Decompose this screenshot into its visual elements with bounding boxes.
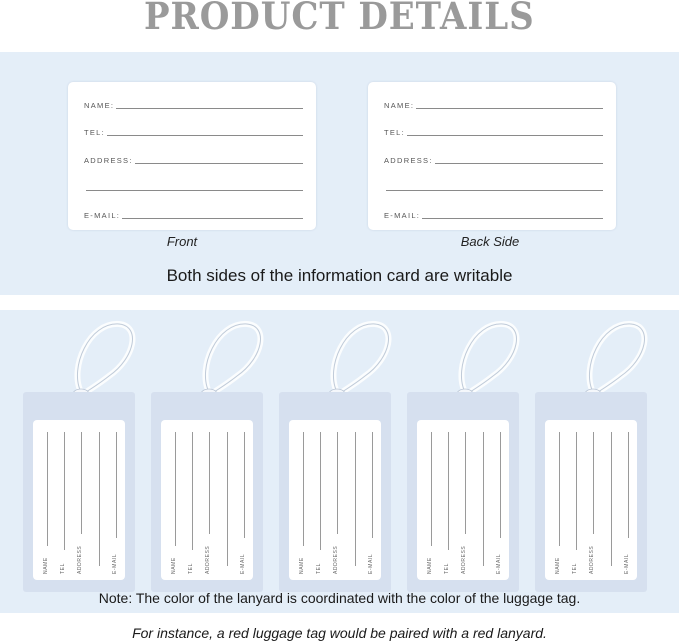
write-line xyxy=(337,432,338,534)
write-line xyxy=(435,163,603,164)
write-line xyxy=(422,218,603,219)
tag-field-label: E-MAIL xyxy=(368,553,374,574)
tag-field-label: TEL xyxy=(316,563,322,574)
field-label: NAME: xyxy=(84,101,115,110)
page-title-text: PRODUCT DETAILS xyxy=(144,0,535,38)
card-caption-back: Back Side xyxy=(460,234,520,249)
tag-field-label: E-MAIL xyxy=(624,553,630,574)
tag-field-label: ADDRESS xyxy=(461,545,467,574)
tag-field-label: NAME xyxy=(171,557,177,574)
write-line xyxy=(64,432,65,550)
tag-field-label: E-MAIL xyxy=(240,553,246,574)
write-line xyxy=(576,432,577,550)
write-line xyxy=(448,432,449,550)
luggage-tag xyxy=(535,392,647,592)
write-line xyxy=(431,432,432,546)
tag-insert-card xyxy=(161,420,253,580)
lanyard-loop-icon xyxy=(571,318,651,402)
tag-field-label: TEL xyxy=(444,563,450,574)
write-line xyxy=(244,432,245,538)
write-line xyxy=(559,432,560,546)
tag-field-label: ADDRESS xyxy=(589,545,595,574)
lanyard-loop-icon xyxy=(187,318,267,402)
card-field-email xyxy=(384,208,603,220)
field-label: E-MAIL: xyxy=(384,211,421,220)
write-line xyxy=(320,432,321,550)
write-line xyxy=(209,432,210,534)
card-caption-front: Front xyxy=(166,234,198,249)
card-field-tel xyxy=(384,125,603,137)
card-field-address xyxy=(84,153,303,165)
lanyard-color-example: For instance, a red luggage tag would be paired with a red lanyard. xyxy=(132,625,547,641)
write-line xyxy=(465,432,466,534)
field-label: E-MAIL: xyxy=(84,211,121,220)
card-field-address xyxy=(384,153,603,165)
luggage-tag xyxy=(23,392,135,592)
info-card-back xyxy=(368,82,616,230)
write-line xyxy=(372,432,373,538)
field-label: NAME: xyxy=(384,101,415,110)
write-line xyxy=(116,432,117,538)
tag-field-label: NAME xyxy=(555,557,561,574)
tag-insert-card xyxy=(33,420,125,580)
write-line xyxy=(175,432,176,546)
write-line xyxy=(483,432,484,566)
write-line xyxy=(611,432,612,566)
write-line xyxy=(135,163,303,164)
card-field-name xyxy=(384,98,603,110)
write-line xyxy=(416,108,603,109)
write-line xyxy=(407,135,603,136)
write-line xyxy=(303,432,304,546)
tag-field-label: ADDRESS xyxy=(77,545,83,574)
luggage-tag xyxy=(407,392,519,592)
tag-field-label: ADDRESS xyxy=(205,545,211,574)
write-line xyxy=(628,432,629,538)
write-line xyxy=(86,190,303,191)
write-line xyxy=(355,432,356,566)
lanyard-loop-icon xyxy=(315,318,395,402)
tag-field-label: TEL xyxy=(188,563,194,574)
field-label: TEL: xyxy=(384,128,406,137)
write-line xyxy=(227,432,228,566)
card-field-address-2 xyxy=(384,180,603,192)
tag-field-label: NAME xyxy=(427,557,433,574)
field-label: ADDRESS: xyxy=(384,156,433,165)
write-line xyxy=(107,135,303,136)
cards-writable-note: Both sides of the information card are writable xyxy=(166,266,513,285)
tag-insert-card xyxy=(545,420,637,580)
write-line xyxy=(386,190,603,191)
tag-field-label: NAME xyxy=(43,557,49,574)
luggage-tag xyxy=(279,392,391,592)
tag-field-label: E-MAIL xyxy=(496,553,502,574)
write-line xyxy=(47,432,48,546)
card-field-tel xyxy=(84,125,303,137)
write-line xyxy=(593,432,594,534)
write-line xyxy=(192,432,193,550)
tag-field-label: ADDRESS xyxy=(333,545,339,574)
tag-insert-card xyxy=(417,420,509,580)
card-field-name xyxy=(84,98,303,110)
tag-insert-card xyxy=(289,420,381,580)
field-label: ADDRESS: xyxy=(84,156,133,165)
write-line xyxy=(81,432,82,534)
lanyard-color-note: Note: The color of the lanyard is coordinated with the color of the luggage tag. xyxy=(98,590,581,606)
write-line xyxy=(116,108,303,109)
write-line xyxy=(500,432,501,538)
tag-field-label: TEL xyxy=(572,563,578,574)
tag-field-label: E-MAIL xyxy=(112,553,118,574)
luggage-tag xyxy=(151,392,263,592)
card-field-address-2 xyxy=(84,180,303,192)
card-field-email xyxy=(84,208,303,220)
field-label: TEL: xyxy=(84,128,106,137)
page-title xyxy=(0,0,679,52)
info-card-front xyxy=(68,82,316,230)
lanyard-loop-icon xyxy=(443,318,523,402)
write-line xyxy=(122,218,303,219)
tag-field-label: NAME xyxy=(299,557,305,574)
write-line xyxy=(99,432,100,566)
lanyard-loop-icon xyxy=(59,318,139,402)
tag-field-label: TEL xyxy=(60,563,66,574)
